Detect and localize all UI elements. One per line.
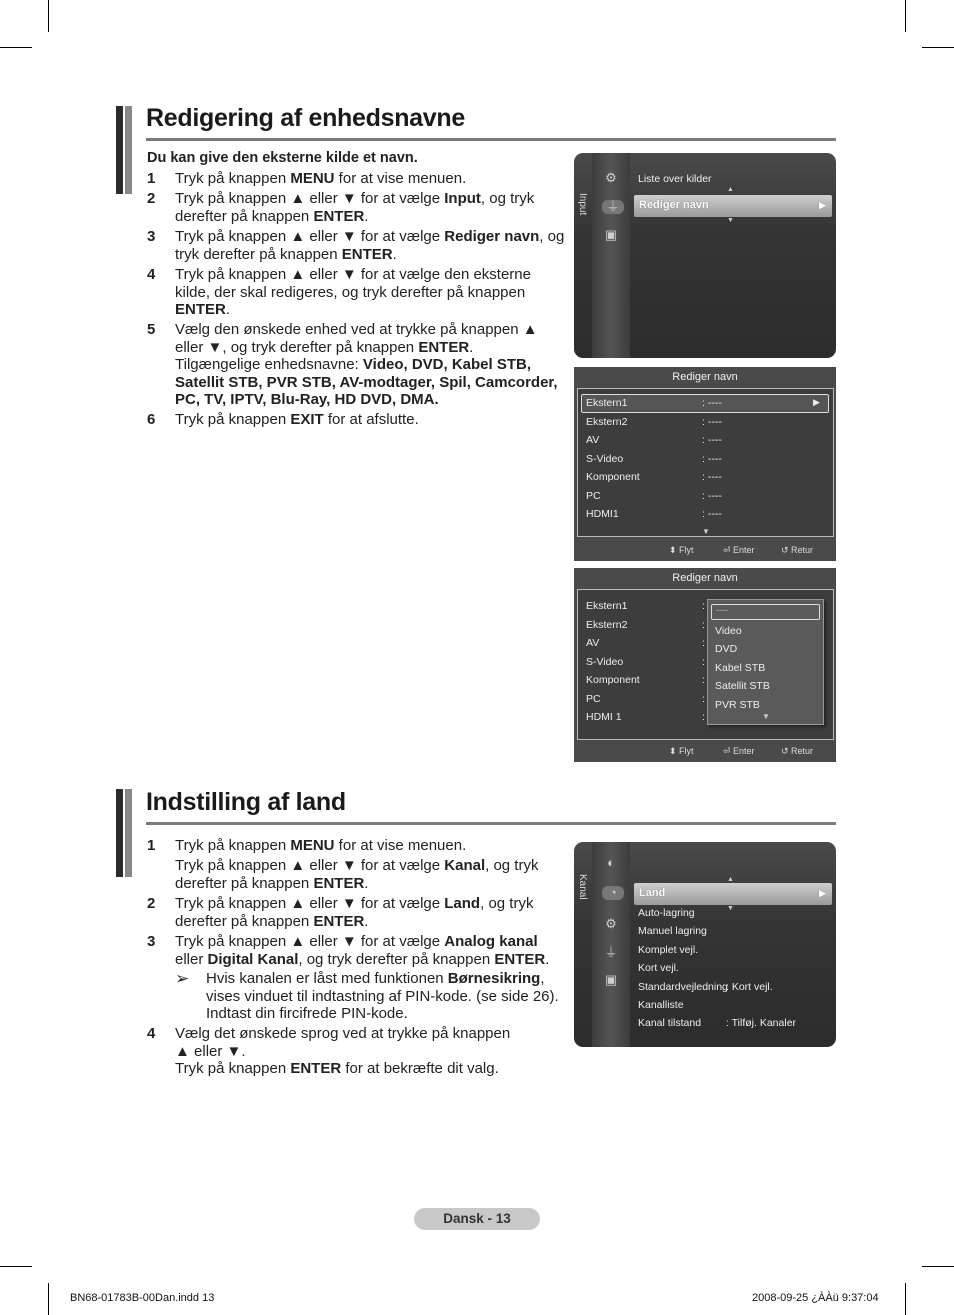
section-marker <box>116 106 123 194</box>
device-name: Ekstern2 <box>586 618 628 631</box>
arrow-right-icon: ▶ <box>819 200 826 210</box>
step-number: 5 <box>147 321 156 338</box>
device-colon: : <box>702 618 705 631</box>
device-name: Ekstern1 <box>586 397 628 409</box>
crop-mark <box>905 0 906 32</box>
crop-mark <box>905 1283 906 1315</box>
device-name: PC <box>586 692 601 705</box>
step-number: 6 <box>147 411 156 428</box>
osd-input-menu <box>574 153 836 358</box>
menu-item[interactable]: Standardvejledning <box>638 980 728 993</box>
device-name: S-Video <box>586 655 624 668</box>
arrow-up-icon: ▲ <box>727 876 734 883</box>
step-number: 2 <box>147 895 156 912</box>
note-text: Hvis kanalen er låst med funktionen Børnesikring, vises vinduet til indtastning af PIN-kode. (se side 26). Indtast din fircifrede PIN-kode. <box>206 970 559 1022</box>
footer-move: ⬍ Flyt <box>669 746 694 756</box>
gear-icon: ⚙ <box>605 170 617 185</box>
menu-item[interactable]: Komplet vejl. <box>638 943 699 956</box>
crop-mark <box>922 1266 954 1267</box>
crop-mark <box>48 1283 49 1315</box>
device-name: AV <box>586 637 600 649</box>
dropdown-option[interactable]: Satellit STB <box>715 680 770 692</box>
arrow-down-icon: ▼ <box>727 905 734 912</box>
section-title: Redigering af enhedsnavne <box>146 104 465 132</box>
menu-item-value: : Tilføj. Kanaler <box>726 1017 797 1030</box>
menu-item[interactable]: Manuel lagring <box>638 925 707 938</box>
dialog-title: Rediger navn <box>672 572 738 584</box>
crop-mark <box>922 47 954 48</box>
device-name: AV <box>586 434 600 446</box>
dropdown-option[interactable]: DVD <box>715 643 738 655</box>
device-value: : ---- <box>702 415 722 428</box>
print-slug-left: BN68-01783B-00Dan.indd 13 <box>70 1292 215 1304</box>
menu-item-edit-name[interactable] <box>634 195 832 217</box>
device-colon: : <box>702 655 705 668</box>
device-name: S-Video <box>586 452 624 465</box>
menu-item[interactable]: Auto-lagring <box>638 907 695 919</box>
dialog-title: Rediger navn <box>672 371 738 383</box>
step-number: 1 <box>147 837 156 854</box>
picture-icon: ▣ <box>604 972 618 987</box>
step-number: 3 <box>147 228 156 245</box>
device-colon: : <box>702 600 705 612</box>
section-title: Indstilling af land <box>146 788 346 816</box>
crop-mark <box>0 47 32 48</box>
step-number: 3 <box>147 933 156 950</box>
menu-item[interactable]: Kanal tilstand <box>638 1017 702 1030</box>
osd-edit-name-dropdown <box>574 568 836 762</box>
page-number-badge: Dansk - 13 <box>414 1208 540 1230</box>
menu-item-label: Land <box>639 887 666 899</box>
step-text: Vælg det ønskede sprog ved at trykke på knappen ▲ eller ▼. Tryk på knappen ENTER for at bekræfte dit valg. <box>175 1025 511 1077</box>
device-value: : ---- <box>702 452 722 465</box>
step-number: 4 <box>147 1025 156 1042</box>
section-marker <box>116 789 123 877</box>
footer-move: ⬍ Flyt <box>669 545 694 555</box>
device-name: HDMI 1 <box>586 711 622 723</box>
step-number: 4 <box>147 266 156 283</box>
device-name: HDMI1 <box>586 508 619 520</box>
step-text: Tryk på knappen MENU for at vise menuen. <box>175 837 467 854</box>
step-text: Tryk på knappen ▲ eller ▼ for at vælge Input, og tryk derefter på knappen ENTER. <box>175 190 535 225</box>
step-text: Tryk på knappen ▲ eller ▼ for at vælge Rediger navn, og tryk derefter på knappen ENTER. <box>175 228 565 263</box>
device-colon: : <box>702 692 705 705</box>
menu-item-value: : Kort vejl. <box>726 980 773 993</box>
device-name: Ekstern1 <box>586 600 628 612</box>
menu-item-source-list[interactable]: Liste over kilder <box>638 173 712 185</box>
step-text: Tryk på knappen MENU for at vise menuen. <box>175 170 467 187</box>
device-colon: : <box>702 637 705 649</box>
step-number: 1 <box>147 170 156 187</box>
picture-icon: ▣ <box>604 227 618 242</box>
arrow-up-icon: ▲ <box>727 186 734 193</box>
device-value: : ---- <box>702 508 722 520</box>
device-name: Ekstern2 <box>586 415 628 428</box>
device-value: : ---- <box>702 397 722 409</box>
arrow-right-icon: ▶ <box>819 888 826 898</box>
dropdown-option[interactable]: Video <box>715 624 742 637</box>
plug-icon: ⏚ <box>604 945 618 960</box>
footer-return: ↺ Retur <box>781 545 814 555</box>
device-colon: : <box>702 711 705 723</box>
osd-side-label: Input <box>577 193 588 216</box>
device-value: : ---- <box>702 471 722 483</box>
footer-enter: ⏎ Enter <box>723 746 755 756</box>
satellite-icon: ◔ <box>602 886 624 900</box>
osd-channel-menu <box>574 842 836 1047</box>
step-number: 2 <box>147 190 156 207</box>
menu-item-country[interactable] <box>634 883 832 905</box>
intro-text: Du kan give den eksterne kilde et navn. <box>147 150 418 166</box>
crop-mark <box>0 1266 32 1267</box>
device-name: Komponent <box>586 471 640 483</box>
menu-item-label: Rediger navn <box>639 199 709 211</box>
dropdown-option[interactable]: Kabel STB <box>715 661 766 674</box>
section-marker <box>125 789 132 877</box>
arrow-down-icon: ▼ <box>762 712 770 721</box>
device-value: : ---- <box>702 489 722 502</box>
print-slug-right: 2008-09-25 ¿ÀÀü 9:37:04 <box>752 1292 879 1304</box>
step-text: Tryk på knappen EXIT for at afslutte. <box>175 411 419 428</box>
device-colon: : <box>702 674 705 686</box>
arrow-right-icon: ▶ <box>813 397 820 407</box>
dropdown-option[interactable]: PVR STB <box>715 698 760 711</box>
menu-item[interactable]: Kanalliste <box>638 999 684 1011</box>
arrow-down-icon: ▼ <box>727 217 734 224</box>
plug-icon: ⏚ <box>602 200 624 214</box>
dropdown-option-selected[interactable]: ---- <box>711 604 820 620</box>
step-text: Tryk på knappen ▲ eller ▼ for at vælge den eksterne kilde, der skal redigeres, og tryk derefter på knappen ENTER. <box>175 266 531 318</box>
menu-item[interactable]: Kort vejl. <box>638 962 679 975</box>
section-rule <box>146 822 836 825</box>
section-marker <box>125 106 132 194</box>
footer-enter: ⏎ Enter <box>723 545 755 555</box>
section-rule <box>146 138 836 141</box>
step-text: Vælg den ønskede enhed ved at trykke på knappen ▲ eller ▼, og tryk derefter på knappen ENTER. Tilgængelige enhedsnavne: Video, DVD, Kabel STB, Satellit STB, PVR STB, AV-modtager, Spil, Camcorder, PC, TV, IPTV, Blu-Ray, HD DVD, DMA. <box>175 321 558 408</box>
gear-icon: ⚙ <box>605 916 617 931</box>
footer-return: ↺ Retur <box>781 746 814 756</box>
osd-edit-name-list <box>574 367 836 561</box>
osd-side-label: Kanal <box>577 874 588 900</box>
step-text: Tryk på knappen ▲ eller ▼ for at vælge Analog kanal eller Digital Kanal, og tryk derefter på knappen ENTER. <box>175 933 550 968</box>
step-text: Tryk på knappen ▲ eller ▼ for at vælge Kanal, og tryk derefter på knappen ENTER. <box>175 857 539 892</box>
note-arrow-icon: ➢ <box>175 969 190 988</box>
crop-mark <box>48 0 49 32</box>
arrow-down-icon: ▼ <box>702 527 710 536</box>
device-name: PC <box>586 489 601 502</box>
device-name: Komponent <box>586 674 640 686</box>
device-value: : ---- <box>702 434 722 446</box>
speaker-icon: ◐ <box>607 855 615 870</box>
step-text: Tryk på knappen ▲ eller ▼ for at vælge Land, og tryk derefter på knappen ENTER. <box>175 895 534 930</box>
